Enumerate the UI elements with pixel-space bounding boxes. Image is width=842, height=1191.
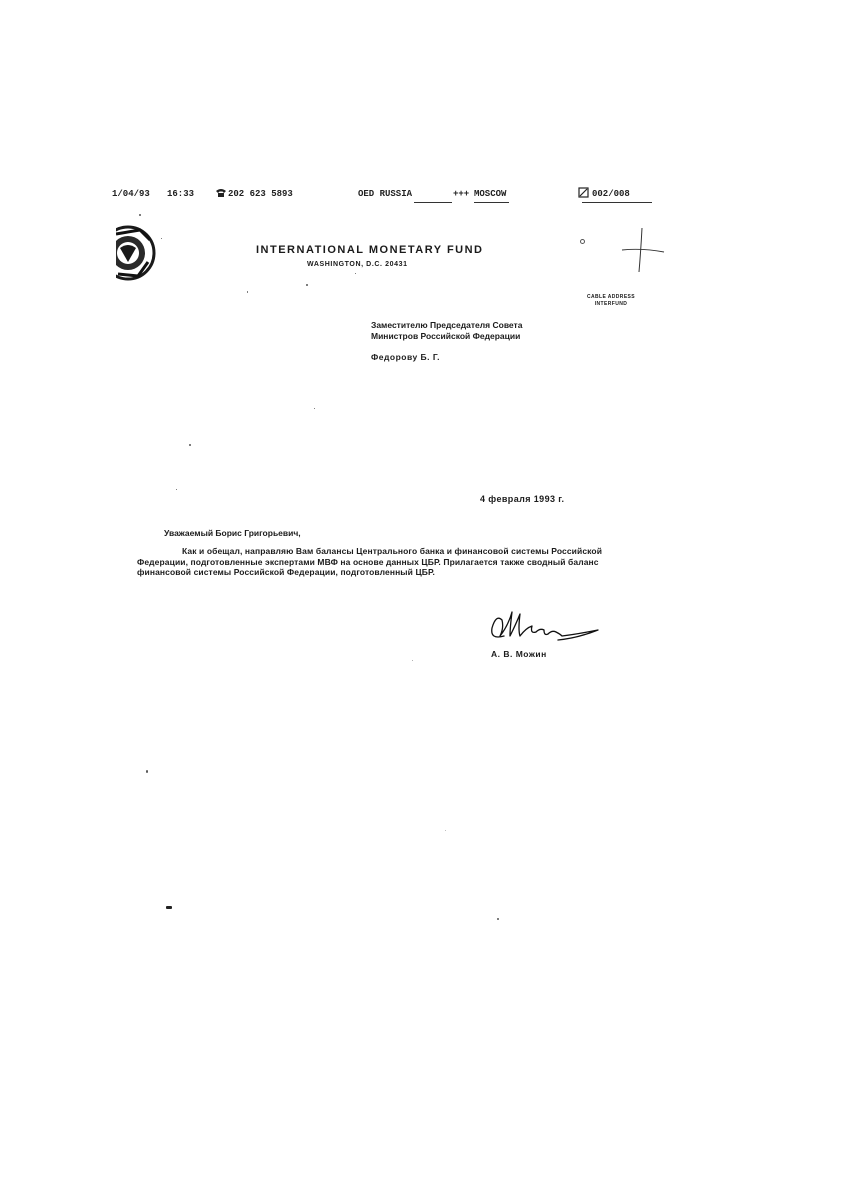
handwritten-cross-icon <box>618 226 666 281</box>
letter-body: Как и обещал, направляю Вам балансы Центрального банка и финансовой системы Российской Федерации, подготовленные экспертами МВФ на основе данных ЦБР. Прилагается также сводный баланс финансовой системы Российской Федерации, подготовленный ЦБР. <box>137 546 603 577</box>
cable-address <box>582 294 640 308</box>
fax-header <box>112 186 652 206</box>
signatory-name: А. В. Можин <box>491 649 547 659</box>
fax-from: OED RUSSIA <box>358 189 413 199</box>
fax-page-icon <box>578 187 589 201</box>
recipient-title <box>371 320 522 342</box>
fax-date: 1/04/93 <box>112 189 150 199</box>
org-name: INTERNATIONAL MONETARY FUND <box>256 244 484 256</box>
fax-phone: 202 623 5893 <box>228 189 293 199</box>
fax-page: 002/008 <box>592 189 630 199</box>
phone-icon <box>215 188 227 201</box>
fax-time: 16:33 <box>167 189 195 199</box>
fax-to: MOSCOW <box>474 189 507 199</box>
recipient-line-1: Заместителю Председателя Совета <box>371 320 523 330</box>
handwritten-signature-icon <box>486 606 601 653</box>
letter-date: 4 февраля 1993 г. <box>480 494 565 504</box>
imf-seal-icon <box>110 222 158 289</box>
recipient-line-2: Министров Российской Федерации <box>371 331 521 341</box>
fax-arrow: +++ <box>453 189 470 199</box>
salutation: Уважаемый Борис Григорьевич, <box>164 528 301 538</box>
cable-address-label: CABLE ADDRESS <box>586 294 636 300</box>
org-address: WASHINGTON, D.C. 20431 <box>307 261 408 268</box>
cable-address-value: INTERFUND <box>594 301 628 307</box>
recipient-name: Федорову Б. Г. <box>371 352 441 362</box>
